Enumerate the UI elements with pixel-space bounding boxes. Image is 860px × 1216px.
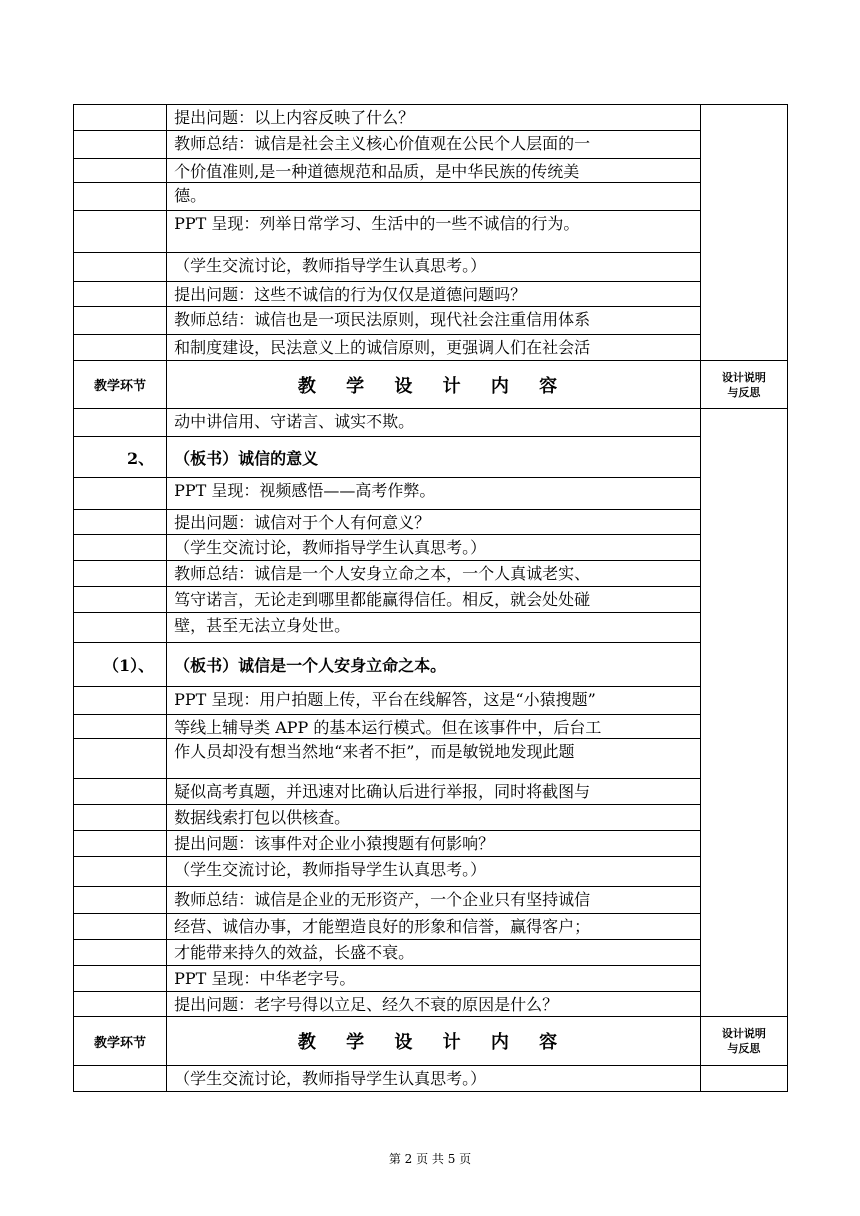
table-header-row: [74, 1017, 788, 1066]
content-line: （学生交流讨论，教师指导学生认真思考。）: [167, 253, 701, 282]
table-row: [74, 1066, 788, 1092]
content-line: 数据线索打包以供核查。: [167, 805, 701, 831]
stage-cell: [74, 805, 167, 831]
page-footer: 第 2 页 共 5 页: [388, 1152, 472, 1166]
table-row: [74, 335, 788, 361]
stage-cell: [74, 914, 167, 940]
table-row: [74, 992, 788, 1017]
table-row: [74, 535, 788, 561]
table-row: [74, 409, 788, 437]
stage-cell: [74, 966, 167, 992]
stage-cell: [74, 831, 167, 857]
content-line: 经营、诚信办事，才能塑造良好的形象和信誉，赢得客户；: [167, 914, 701, 940]
table-row: [74, 779, 788, 805]
content-line: （学生交流讨论，教师指导学生认真思考。）: [167, 535, 701, 561]
content-line: 教师总结：诚信是一个人安身立命之本，一个人真诚老实、: [167, 561, 701, 587]
stage-cell: [74, 131, 167, 159]
table-row: [74, 940, 788, 966]
stage-cell: [74, 335, 167, 361]
stage-cell: [74, 779, 167, 805]
content-line: 疑似高考真题，并迅速对比确认后进行举报，同时将截图与: [167, 779, 701, 805]
stage-cell: [74, 887, 167, 914]
header-notes-line1: 设计说明: [721, 1027, 766, 1040]
content-line: 个价值准则,是一种道德规范和品质，是中华民族的传统美: [167, 159, 701, 183]
table-row: [74, 561, 788, 587]
header-content: 教 学 设 计 内 容: [167, 1017, 701, 1066]
stage-cell: [74, 992, 167, 1017]
stage-cell: [74, 159, 167, 183]
content-line: （学生交流讨论，教师指导学生认真思考。）: [167, 857, 701, 887]
table-row: [74, 253, 788, 282]
section-number: （1）、: [74, 643, 167, 687]
board-heading: （板书）诚信是一个人安身立命之本。: [167, 643, 701, 687]
table-row: [74, 857, 788, 887]
content-line: 提出问题：老字号得以立足、经久不衰的原因是什么？: [167, 992, 701, 1017]
stage-cell: [74, 739, 167, 779]
content-line: 德。: [167, 183, 701, 211]
stage-cell: [74, 282, 167, 307]
table-row: [74, 805, 788, 831]
header-notes: [700, 1017, 787, 1066]
header-notes-line2: 与反思: [727, 1042, 761, 1055]
stage-cell: [74, 105, 167, 131]
stage-cell: [74, 1066, 167, 1092]
stage-cell: [74, 561, 167, 587]
board-heading: （板书）诚信的意义: [167, 437, 701, 478]
stage-cell: [74, 478, 167, 510]
content-line: 壁，甚至无法立身处世。: [167, 613, 701, 643]
header-content: 教 学 设 计 内 容: [167, 361, 701, 409]
content-line: 教师总结：诚信是企业的无形资产，一个企业只有坚持诚信: [167, 887, 701, 914]
notes-cell: [700, 409, 787, 1017]
stage-cell: [74, 613, 167, 643]
table-row: [74, 887, 788, 914]
content-line: 提出问题：这些不诚信的行为仅仅是道德问题吗？: [167, 282, 701, 307]
notes-cell: [700, 1066, 787, 1092]
table-row: [74, 687, 788, 715]
table-row: [74, 183, 788, 211]
stage-cell: [74, 253, 167, 282]
stage-cell: [74, 587, 167, 613]
stage-cell: [74, 211, 167, 253]
content-line: 教师总结：诚信也是一项民法原则，现代社会注重信用体系: [167, 307, 701, 335]
notes-cell: [700, 105, 787, 361]
content-line: PPT 呈现：视频感悟——高考作弊。: [167, 478, 701, 510]
content-line: 教师总结：诚信是社会主义核心价值观在公民个人层面的一: [167, 131, 701, 159]
table-row: [74, 613, 788, 643]
stage-cell: [74, 409, 167, 437]
table-row: [74, 831, 788, 857]
table-row: [74, 715, 788, 739]
content-line: 等线上辅导类 APP 的基本运行模式。但在该事件中，后台工: [167, 715, 701, 739]
content-line: 作人员却没有想当然地“来者不拒”，而是敏锐地发现此题: [167, 739, 701, 779]
table-row: [74, 105, 788, 131]
table-header-row: [74, 361, 788, 409]
content-line: PPT 呈现：用户拍题上传，平台在线解答，这是“小猿搜题”: [167, 687, 701, 715]
table-row: [74, 307, 788, 335]
stage-cell: [74, 535, 167, 561]
table-row: [74, 739, 788, 779]
header-notes: [700, 361, 787, 409]
table-row: [74, 478, 788, 510]
stage-cell: [74, 715, 167, 739]
content-line: 动中讲信用、守诺言、诚实不欺。: [167, 409, 701, 437]
table-row: [74, 159, 788, 183]
stage-cell: [74, 687, 167, 715]
content-line: PPT 呈现：列举日常学习、生活中的一些不诚信的行为。: [167, 211, 701, 253]
content-line: 才能带来持久的效益，长盛不衰。: [167, 940, 701, 966]
header-stage: 教学环节: [74, 1017, 167, 1066]
table-row: [74, 966, 788, 992]
table-row: [74, 914, 788, 940]
table-row: [74, 211, 788, 253]
lesson-plan-table: [73, 104, 788, 1092]
stage-cell: [74, 857, 167, 887]
header-stage: 教学环节: [74, 361, 167, 409]
table-row: [74, 643, 788, 687]
stage-cell: [74, 940, 167, 966]
content-line: 笃守诺言，无论走到哪里都能赢得信任。相反，就会处处碰: [167, 587, 701, 613]
content-line: 提出问题：该事件对企业小猿搜题有何影响？: [167, 831, 701, 857]
header-notes-line1: 设计说明: [721, 370, 766, 384]
stage-cell: [74, 307, 167, 335]
header-notes-line2: 与反思: [727, 385, 761, 399]
table-row: [74, 131, 788, 159]
table-row: [74, 437, 788, 478]
table-row: [74, 587, 788, 613]
content-line: 和制度建设，民法意义上的诚信原则，更强调人们在社会活: [167, 335, 701, 361]
content-line: 提出问题：诚信对于个人有何意义？: [167, 510, 701, 535]
section-number: 2、: [74, 437, 167, 478]
content-line: PPT 呈现：中华老字号。: [167, 966, 701, 992]
stage-cell: [74, 510, 167, 535]
content-line: （学生交流讨论，教师指导学生认真思考。）: [167, 1066, 701, 1092]
table-row: [74, 282, 788, 307]
stage-cell: [74, 183, 167, 211]
content-line: 提出问题：以上内容反映了什么？: [167, 105, 701, 131]
table-row: [74, 510, 788, 535]
